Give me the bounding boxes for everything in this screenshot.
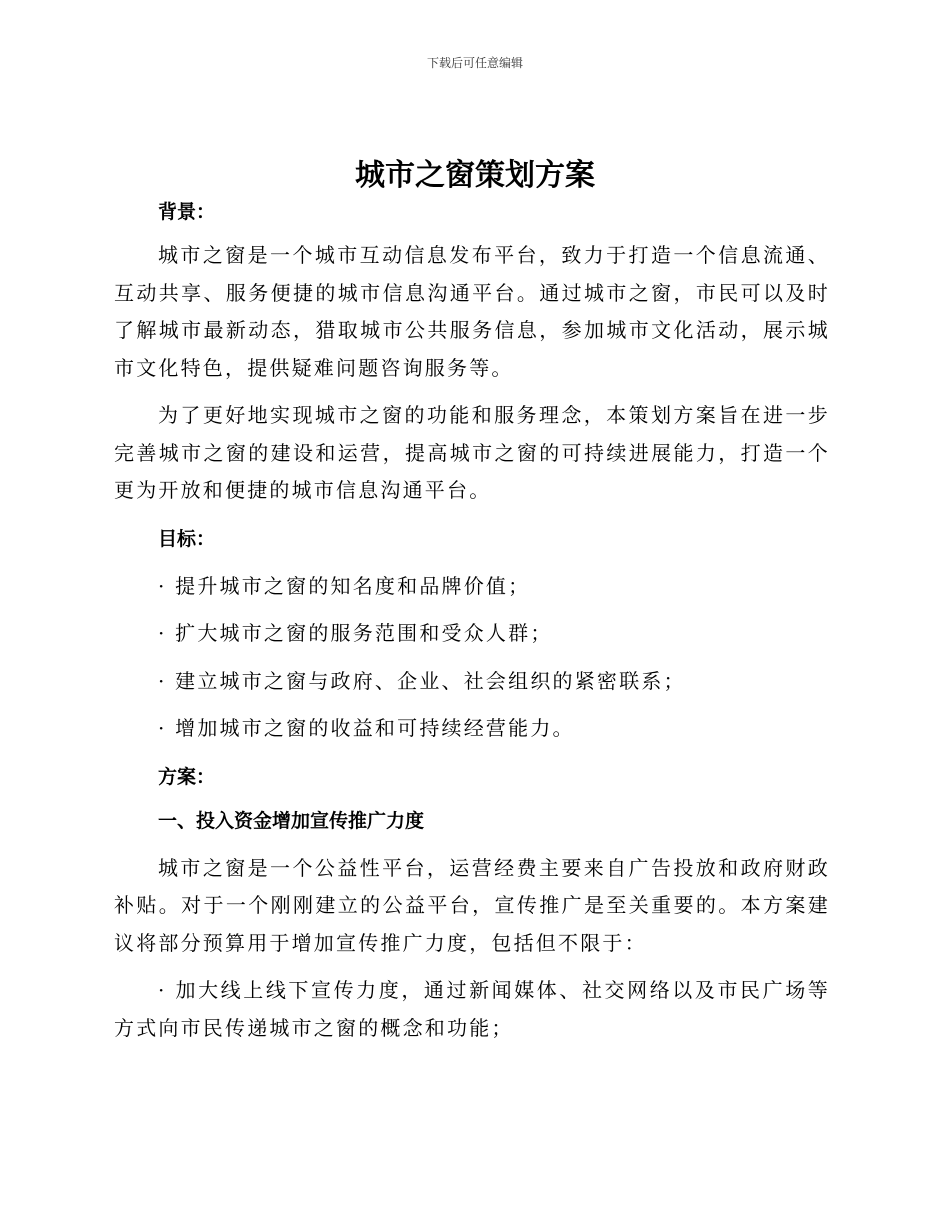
goal-item-1: · 提升城市之窗的知名度和品牌价值； — [158, 573, 531, 598]
section-1-heading: 一、投入资金增加宣传推广力度 — [158, 809, 425, 832]
plan-heading: 方案： — [158, 765, 216, 788]
goal-item-4: · 增加城市之窗的收益和可持续经营能力。 — [158, 716, 575, 740]
section-1-paragraph: 城市之窗是一个公益性平台，运营经费主要来自广告投放和政府财政补贴。对于一个刚刚建立的公益平台，宣传推广是至关重要的。本方案建议将部分预算用于增加宣传推广力度，包括但不限于： — [114, 855, 830, 955]
goal-item-3: · 建立城市之窗与政府、企业、社会组织的紧密联系； — [158, 668, 686, 693]
header-note: 下载后可任意编辑 — [426, 56, 523, 70]
document-body — [114, 197, 830, 1047]
background-paragraph-2: 为了更好地实现城市之窗的功能和服务理念，本策划方案旨在进一步完善城市之窗的建设和运营，提高城市之窗的可持续进展能力，打造一个更为开放和便捷的城市信息沟通平台。 — [114, 403, 830, 502]
background-heading: 背景： — [158, 201, 216, 223]
goals-heading: 目标： — [158, 527, 216, 550]
background-paragraph-1: 城市之窗是一个城市互动信息发布平台，致力于打造一个信息流通、互动共享、服务便捷的城市信息沟通平台。通过城市之窗，市民可以及时了解城市最新动态，猎取城市公共服务信息，参加城市文化活动，展示城市文化特色，提供疑难问题咨询服务等。 — [114, 243, 830, 380]
goal-item-2: · 扩大城市之窗的服务范围和受众人群； — [158, 621, 553, 645]
document-title: 城市之窗策划方案 — [355, 158, 595, 193]
section-1-bullet-1: · 加大线上线下宣传力度，通过新闻媒体、社交网络以及市民广场等方式向市民传递城市之窗的概念和功能； — [114, 978, 830, 1040]
